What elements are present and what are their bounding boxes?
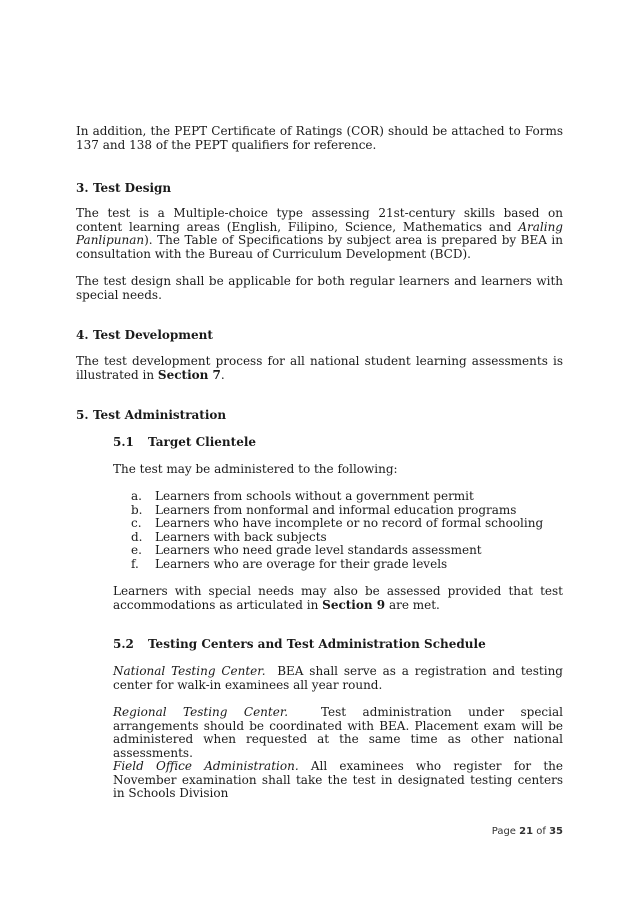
intro-paragraph (76, 125, 563, 152)
section-5-2-heading (113, 638, 563, 652)
list-item-text: Learners from schools without a government permit (155, 489, 474, 503)
section-5-title: Test Administration (93, 408, 227, 422)
regional-testing-center-text: Test administration under special arrangements should be coordinated with BEA. Placement exam will be administered when requested at the same time as other national assessments. (113, 705, 567, 760)
section-4-text: The test development process for all national student learning assessments is illustrated in (76, 354, 563, 382)
section-5-number: 5. (76, 408, 89, 422)
list-item-letter: f. (131, 556, 139, 571)
special-needs-text: Learners with special needs may also be assessed provided that test accommodations as articulated in (113, 584, 563, 612)
section-3-heading (76, 182, 563, 196)
section-5-1-lead-text: The test may be administered to the following: (113, 462, 398, 476)
page-word: Page (491, 826, 516, 837)
section-3-p1-text-end: ). The Table of Specifications by subject area is prepared by BEA in consultation with the Bureau of Curriculum Development (BCD). (76, 233, 563, 261)
list-item-text: Learners with back subjects (155, 529, 327, 544)
field-office-paragraph (113, 760, 563, 801)
section-5-heading (76, 409, 563, 423)
list-item (131, 490, 563, 504)
section-5-1-lead (113, 463, 563, 477)
national-testing-center-paragraph (113, 664, 567, 692)
section-3-p1-text: The test is a Multiple-choice type assessing 21st-century skills based on content learning areas (English, Filipino, Science, Mathematics and (76, 206, 563, 234)
list-item-text: Learners who are overage for their grade levels (155, 556, 448, 571)
section-5-1-heading (113, 436, 563, 450)
special-needs-text-end: are met. (385, 597, 440, 612)
list-item-letter: b. (131, 502, 143, 517)
section-5-2-title: Testing Centers and Test Administration Schedule (148, 637, 486, 651)
section-4-text-end: . (220, 367, 225, 382)
section-3-p1-emphasis: Araling Panlipunan (76, 219, 563, 247)
list-item (131, 504, 563, 518)
page-number: 21 (519, 826, 534, 837)
clientele-list (131, 490, 563, 571)
list-item-letter: c. (131, 516, 142, 530)
list-item-letter: e. (131, 543, 142, 557)
section-3-number: 3. (76, 181, 89, 195)
of-word: of (536, 826, 546, 837)
list-item (131, 531, 563, 545)
section-4-title: Test Development (93, 328, 213, 342)
list-item (131, 558, 563, 572)
section-4-paragraph (76, 355, 563, 382)
section-3-p2-text: The test design shall be applicable for both regular learners and learners with special needs. (76, 274, 563, 302)
national-testing-center-text: BEA shall serve as a registration and testing center for walk-in examinees all year round. (113, 664, 567, 692)
section-4-heading (76, 329, 563, 343)
section-4-number: 4. (76, 328, 89, 342)
page-total: 35 (549, 826, 563, 837)
regional-testing-center-paragraph (113, 705, 567, 760)
list-item-letter: a. (131, 489, 142, 503)
section-7-reference: Section 7 (157, 367, 221, 382)
intro-text: In addition, the PEPT Certificate of Ratings (COR) should be attached to Forms 137 and 138 of the PEPT qualifiers for reference. (76, 124, 563, 152)
list-item (131, 517, 563, 531)
field-office-text: All examinees who register for the November examination shall take the test in designated testing centers in Schools Division (113, 759, 564, 800)
national-testing-center-label: National Testing Center. (113, 664, 266, 678)
section-9-reference: Section 9 (322, 597, 386, 612)
section-3-title: Test Design (93, 181, 172, 195)
list-item-letter: d. (131, 529, 143, 544)
section-5-1-title: Target Clientele (148, 435, 257, 449)
list-item-text: Learners from nonformal and informal education programs (155, 502, 517, 517)
section-5-2-number: 5.2 (113, 637, 134, 651)
regional-testing-center-label: Regional Testing Center. (113, 705, 289, 719)
list-item (131, 544, 563, 558)
section-3-paragraph-2 (76, 275, 563, 302)
list-item-text: Learners who have incomplete or no record of formal schooling (155, 516, 544, 530)
section-3-paragraph-1 (76, 207, 563, 261)
field-office-label: Field Office Administration. (113, 759, 299, 773)
special-needs-note (113, 585, 563, 612)
page-footer (492, 825, 563, 839)
list-item-text: Learners who need grade level standards assessment (155, 543, 482, 557)
section-5-1-number: 5.1 (113, 435, 134, 449)
